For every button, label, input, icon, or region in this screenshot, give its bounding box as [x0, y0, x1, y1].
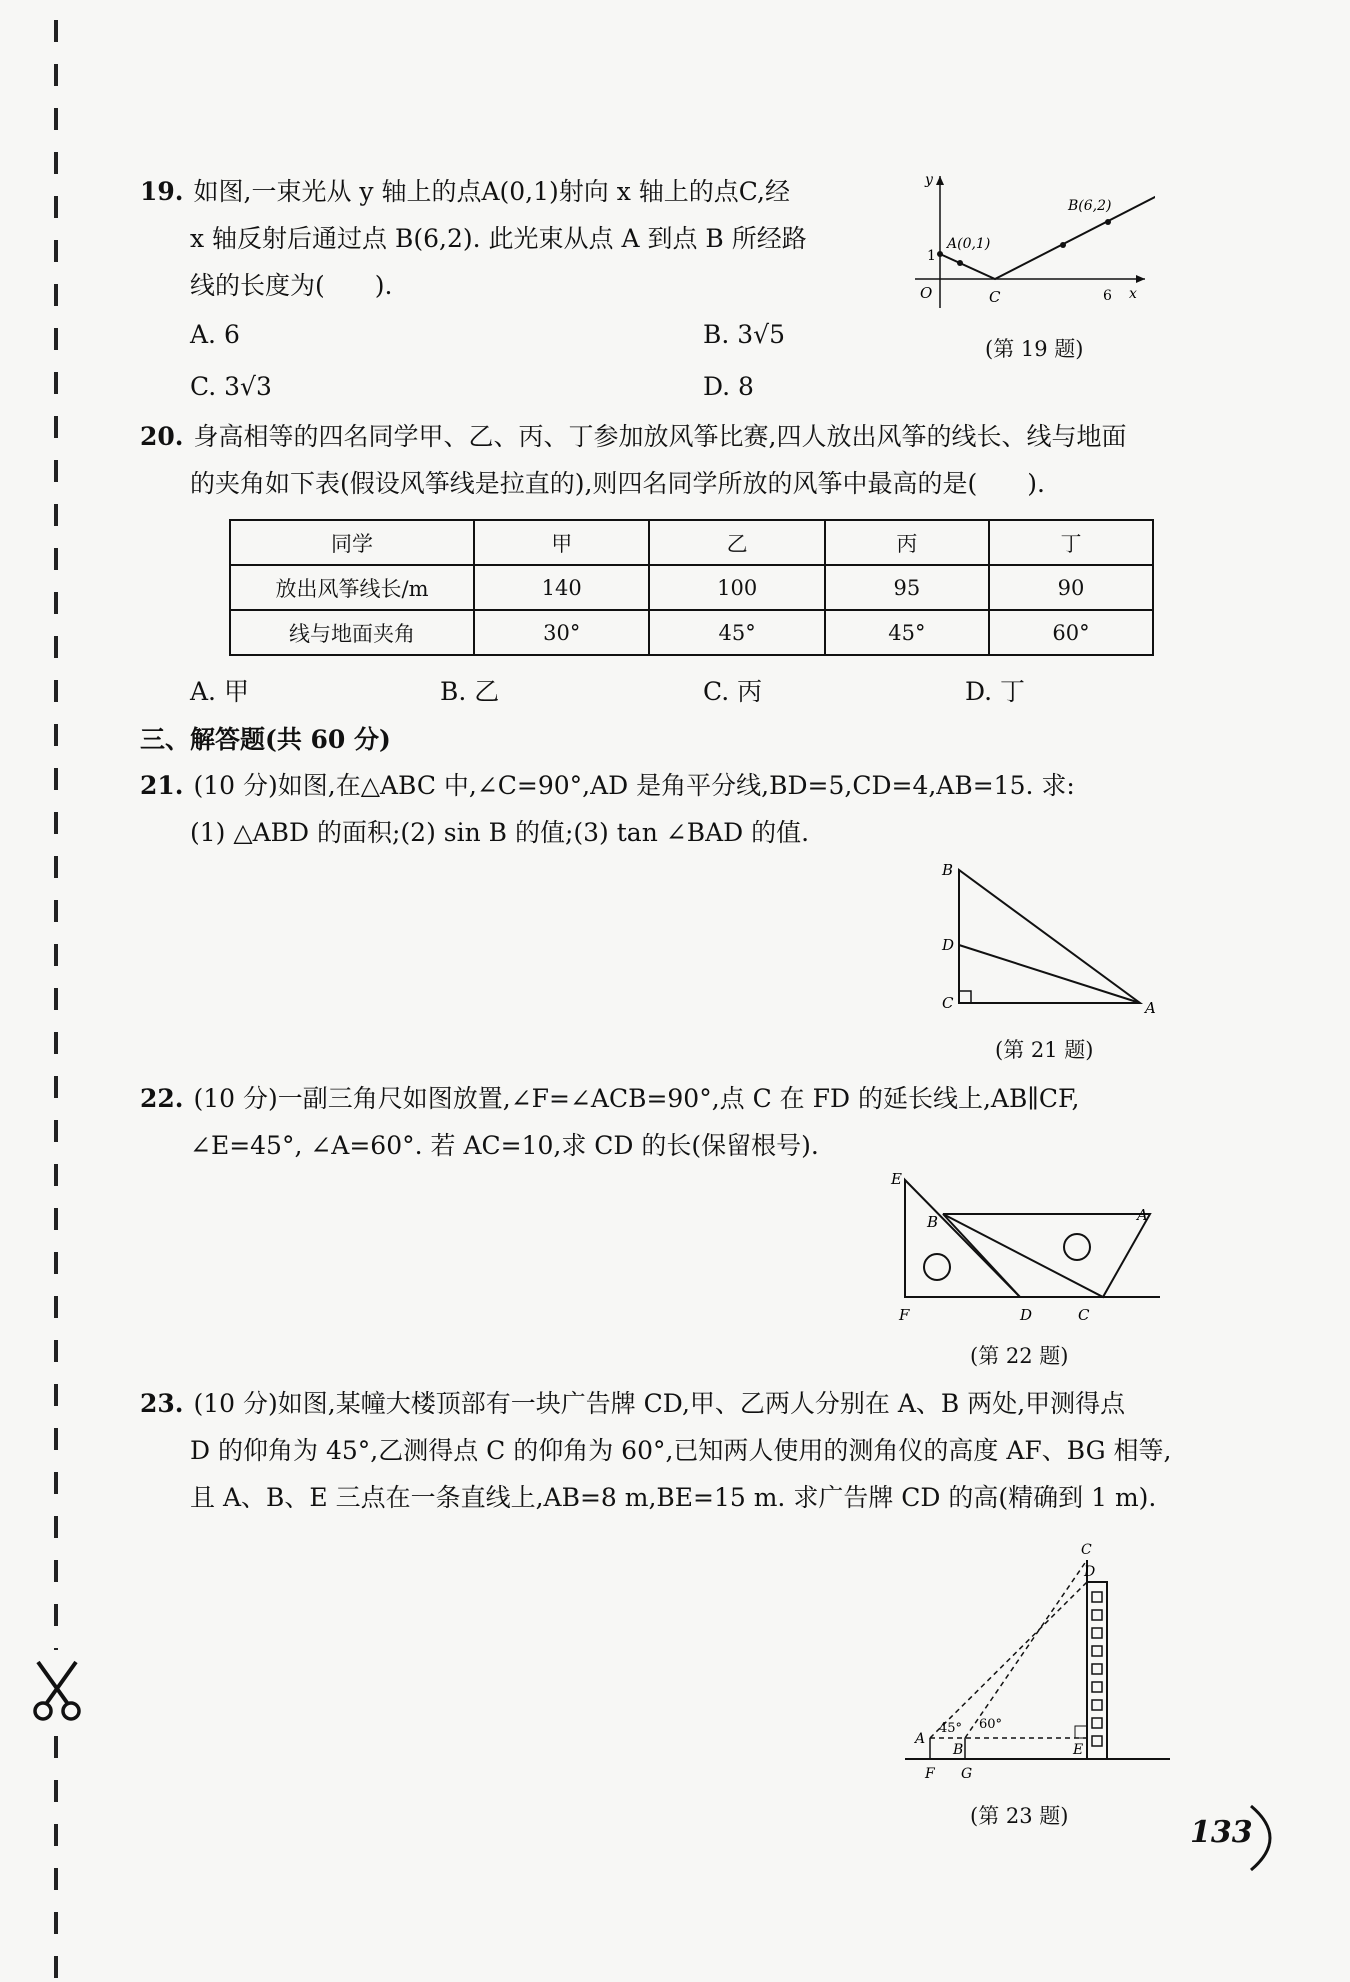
point-c-label: C: [1078, 1306, 1090, 1324]
question-text: D 的仰角为 45°,乙测得点 C 的仰角为 60°,已知两人使用的测角仪的高度 AF、BG 相等,: [190, 1436, 1172, 1465]
question-text: 线的长度为( ).: [190, 271, 393, 300]
figure-23: [895, 1540, 1175, 1790]
table-cell: 45°: [825, 610, 989, 655]
table-header: 乙: [649, 520, 824, 565]
table-cell: 线与地面夹角: [230, 610, 474, 655]
question-text: (1) △ABD 的面积;(2) sin B 的值;(3) tan ∠BAD 的值.: [190, 818, 810, 847]
question-text: 如图,一束光从 y 轴上的点A(0,1)射向 x 轴上的点C,经: [193, 177, 790, 206]
angle-label: 60°: [979, 1717, 1003, 1732]
question-number: 23.: [140, 1389, 184, 1418]
question-19: [140, 168, 900, 309]
question-text: (10 分)如图,某幢大楼顶部有一块广告牌 CD,甲、乙两人分别在 A、B 两处,甲测得点: [193, 1389, 1126, 1418]
point-d-label: D: [942, 936, 955, 954]
option-d: D. 丁: [965, 677, 1026, 706]
point-e-label: E: [891, 1170, 902, 1188]
table-cell: 90: [989, 565, 1153, 610]
option-b: B. 3√5: [703, 320, 786, 349]
point-a-label: A: [1137, 1206, 1148, 1224]
table-cell: 45°: [649, 610, 824, 655]
option-c: C. 丙: [703, 677, 763, 706]
question-text: 且 A、B、E 三点在一条直线上,AB=8 m,BE=15 m. 求广告牌 CD 的高(精确到 1 m).: [190, 1483, 1157, 1512]
table-cell: 95: [825, 565, 989, 610]
question-number: 21.: [140, 771, 184, 800]
question-number: 22.: [140, 1084, 184, 1113]
building-windows: [1092, 1592, 1102, 1746]
option-a: A. 6: [190, 320, 240, 349]
point-c-label: C: [942, 994, 954, 1012]
table-cell: 放出风筝线长/m: [230, 565, 474, 610]
table-header: 丁: [989, 520, 1153, 565]
figure-21: [935, 855, 1175, 1030]
scissors-icon: [30, 1660, 84, 1722]
point-c-label: C: [1081, 1542, 1092, 1558]
table-cell: 140: [474, 565, 649, 610]
point-f-label: F: [925, 1766, 935, 1782]
figure-caption: (第 23 题): [970, 1804, 1069, 1828]
tick-label: 6: [1103, 288, 1112, 304]
angle-label: 45°: [939, 1721, 963, 1736]
table-cell: 30°: [474, 610, 649, 655]
option-b: B. 乙: [440, 677, 500, 706]
tick-label: 1: [927, 248, 936, 264]
point-f-label: F: [899, 1306, 910, 1324]
option-d: D. 8: [703, 372, 754, 401]
question-text: ∠E=45°, ∠A=60°. 若 AC=10,求 CD 的长(保留根号).: [190, 1131, 819, 1160]
question-text: (10 分)如图,在△ABC 中,∠C=90°,AD 是角平分线,BD=5,CD=4,AB=15. 求:: [193, 771, 1075, 800]
figure-22: [885, 1165, 1175, 1330]
table-header: 丙: [825, 520, 989, 565]
question-text: (10 分)一副三角尺如图放置,∠F=∠ACB=90°,点 C 在 FD 的延长线上,AB∥CF,: [193, 1084, 1080, 1113]
point-a-label: A(0,1): [947, 236, 991, 252]
question-number: 20.: [140, 422, 184, 451]
question-number: 19.: [140, 177, 184, 206]
point-b-label: B(6,2): [1068, 198, 1112, 214]
option-c: C. 3√3: [190, 372, 272, 401]
point-a-label: A: [1145, 999, 1156, 1017]
section-heading: 三、解答题(共 60 分): [140, 725, 391, 754]
point-b-label: B: [927, 1213, 939, 1231]
point-g-label: G: [961, 1766, 973, 1782]
table-row: [230, 610, 1153, 655]
axis-label-y: y: [925, 172, 933, 188]
table-header: 甲: [474, 520, 649, 565]
point-c-label: C: [989, 288, 1001, 306]
figure-19: [905, 168, 1155, 313]
page-number-bracket: [1245, 1802, 1295, 1874]
question-20: [140, 413, 1220, 507]
figure-caption: (第 21 题): [995, 1038, 1094, 1062]
axis-label-x: x: [1129, 286, 1137, 302]
question-text: 的夹角如下表(假设风筝线是拉直的),则四名同学所放的风筝中最高的是( ).: [190, 469, 1045, 498]
point-e-label: E: [1073, 1742, 1084, 1758]
question-22: [140, 1075, 1220, 1169]
table-header: 同学: [230, 520, 474, 565]
figure-caption: (第 19 题): [985, 337, 1084, 361]
figure-caption: (第 22 题): [970, 1344, 1069, 1368]
question-21: [140, 762, 1220, 856]
question-text: 身高相等的四名同学甲、乙、丙、丁参加放风筝比赛,四人放出风筝的线长、线与地面: [193, 422, 1127, 451]
question-23: [140, 1380, 1220, 1521]
table-row: [230, 565, 1153, 610]
point-d-label: D: [1020, 1306, 1033, 1324]
table-cell: 60°: [989, 610, 1153, 655]
point-b-label: B: [953, 1742, 964, 1758]
option-a: A. 甲: [190, 677, 249, 706]
question-text: x 轴反射后通过点 B(6,2). 此光束从点 A 到点 B 所经路: [190, 224, 807, 253]
origin-label: O: [920, 284, 933, 302]
page-number: 133: [1190, 1815, 1253, 1850]
point-b-label: B: [942, 861, 954, 879]
point-d-label: D: [1084, 1564, 1096, 1580]
table-header-row: [230, 520, 1153, 565]
kite-table: [229, 519, 1154, 656]
table-cell: 100: [649, 565, 824, 610]
point-a-label: A: [915, 1731, 926, 1747]
